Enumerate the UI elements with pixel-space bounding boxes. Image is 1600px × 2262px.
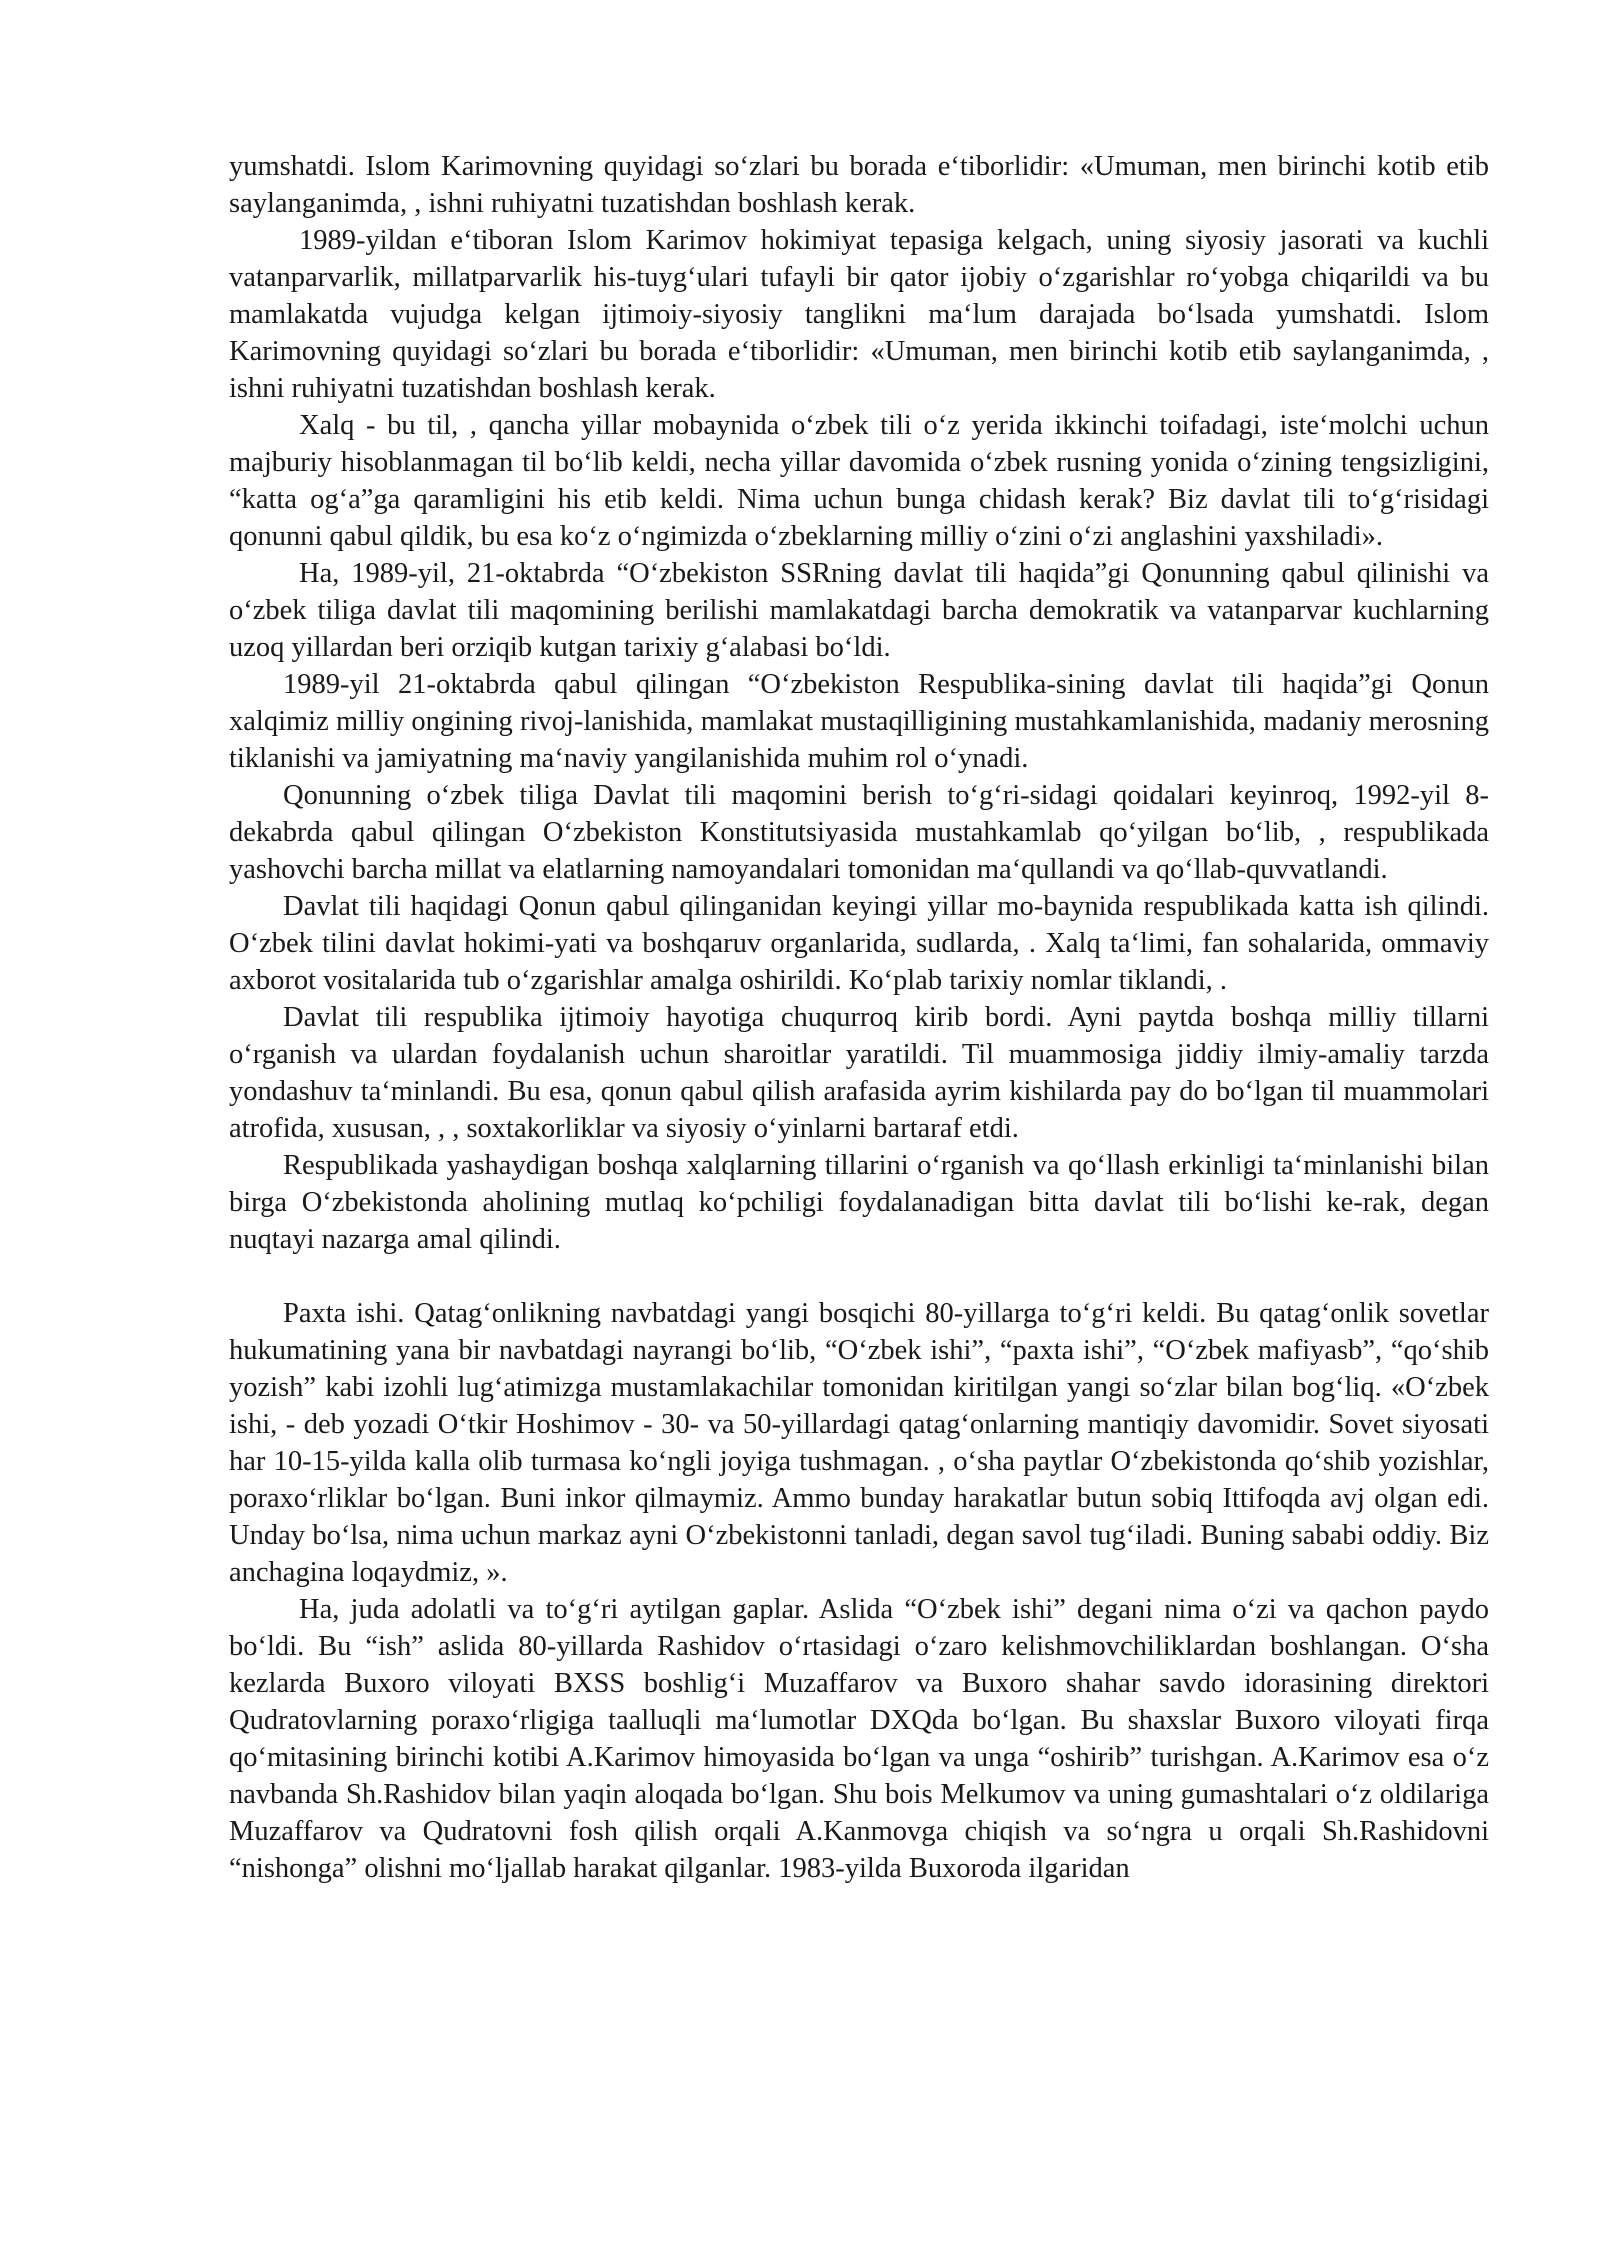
paragraph-6: Qonunning o‘zbek tiliga Davlat tili maqomini berish to‘g‘ri-sidagi qoidalari keyinroq, 1992-yil 8-dekabrda qabul qilingan O‘zbekiston Konstitutsiyasida mustahkamlab qo‘yilgan bo‘lib, , respublikada yashovchi barcha millat va elatlarning namoyandalari tomonidan ma‘qullandi va qo‘llab-quvvatlandi. — [229, 780, 1489, 885]
paragraph-5: 1989-yil 21-oktabrda qabul qilingan “O‘zbekiston Respublika-sining davlat tili haqida”gi Qonun xalqimiz milliy ongining rivoj-lanishida, mamlakat mustaqilligining mustahkamlanishida, madaniy merosning tiklanishi va jamiyatning ma‘naviy yangilanishida muhim rol o‘ynadi. — [229, 669, 1489, 774]
paragraph-spacer — [229, 1258, 1489, 1295]
paragraph-8: Davlat tili respublika ijtimoiy hayotiga chuqurroq kirib bordi. Ayni paytda boshqa milliy tillarni o‘rganish va ulardan foydalanish uchun sharoitlar yaratildi. Til muammosiga jiddiy ilmiy-amaliy tarzda yondashuv ta‘minlandi. Bu esa, qonun qabul qilish arafasida ayrim kishilarda pay do bo‘lgan til muammolari atrofida, xususan, , , soxtakorliklar va siyosiy o‘yinlarni bartaraf etdi. — [229, 1002, 1489, 1144]
paragraph-4: Ha, 1989-yil, 21-oktabrda “O‘zbekiston SSRning davlat tili haqida”gi Qonunning qabul qilinishi va o‘zbek tiliga davlat tili maqomining berilishi mamlakatdagi barcha demokratik va vatanparvar kuchlarning uzoq yillardan beri orziqib kutgan tarixiy g‘alabasi bo‘ldi. — [229, 558, 1489, 663]
paragraph-7: Davlat tili haqidagi Qonun qabul qilinganidan keyingi yillar mo-baynida respublikada katta ish qilindi. O‘zbek tilini davlat hokimi-yati va boshqaruv organlarida, sudlarda, . Xalq ta‘limi, fan sohalarida, ommaviy axborot vositalarida tub o‘zgarishlar amalga oshirildi. Ko‘plab tarixiy nomlar tiklandi, . — [229, 891, 1489, 996]
paragraph-2: 1989-yildan e‘tiboran Islom Karimov hokimiyat tepasiga kelgach, uning siyosiy jasorati va kuchli vatanparvarlik, millatparvarlik his-tuyg‘ulari tufayli bir qator ijobiy o‘zgarishlar ro‘yobga chiqarildi va bu mamlakatda vujudga kelgan ijtimoiy-siyosiy tanglikni ma‘lum darajada bo‘lsada yumshatdi. Islom Karimovning quyidagi so‘zlari bu borada e‘tiborlidir: «Umuman, men birinchi kotib etib saylanganimda, , ishni ruhiyatni tuzatishdan boshlash kerak. — [229, 225, 1489, 404]
paragraph-11: Ha, juda adolatli va to‘g‘ri aytilgan gaplar. Aslida “O‘zbek ishi” degani nima o‘zi va qachon paydo bo‘ldi. Bu “ish” aslida 80-yillarda Rashidov o‘rtasidagi o‘zaro kelishmovchiliklardan boshlangan. O‘sha kezlarda Buxoro viloyati BXSS boshlig‘i Muzaffarov va Buxoro shahar savdo idorasining direktori Qudratovlarning poraxo‘rligiga taalluqli ma‘lumotlar DXQda bo‘lgan. Bu shaxslar Buxoro viloyati firqa qo‘mitasining birinchi kotibi A.Karimov himoyasida bo‘lgan va unga “oshirib” turishgan. A.Karimov esa o‘z navbanda Sh.Rashidov bilan yaqin aloqada bo‘lgan. Shu bois Melkumov va uning gumashtalari o‘z oldilariga Muzaffarov va Qudratovni fosh qilish orqali A.Kanmovga chiqish va so‘ngra u orqali Sh.Rashidovni “nishonga” olishni mo‘ljallab harakat qilganlar. 1983-yilda Buxoroda ilgaridan — [229, 1594, 1489, 1884]
paragraph-1: yumshatdi. Islom Karimovning quyidagi so‘zlari bu borada e‘tiborlidir: «Umuman, men birinchi kotib etib saylanganimda, , ishni ruhiyatni tuzatishdan boshlash kerak. — [229, 151, 1489, 219]
document-page — [229, 148, 1489, 1887]
paragraph-10: Paxta ishi. Qatag‘onlikning navbatdagi yangi bosqichi 80-yillarga to‘g‘ri keldi. Bu qatag‘onlik sovetlar hukumatining yana bir navbatdagi nayrangi bo‘lib, “O‘zbek ishi”, “paxta ishi”, “O‘zbek mafiyasb”, “qo‘shib yozish” kabi izohli lug‘atimizga mustamlakachilar tomonidan kiritilgan yangi so‘zlar bilan bog‘liq. «O‘zbek ishi, - deb yozadi O‘tkir Hoshimov - 30- va 50-yillardagi qatag‘onlarning mantiqiy davomidir. Sovet siyosati har 10-15-yilda kalla olib turmasa ko‘ngli joyiga tushmagan. , o‘sha paytlar O‘zbekistonda qo‘shib yozishlar, poraxo‘rliklar bo‘lgan. Buni inkor qilmaymiz. Ammo bunday harakatlar butun sobiq Ittifoqda avj olgan edi. Unday bo‘lsa, nima uchun markaz ayni O‘zbekistonni tanladi, degan savol tug‘iladi. Buning sababi oddiy. Biz anchagina loqaydmiz, ». — [229, 1298, 1489, 1588]
paragraph-3: Xalq - bu til, , qancha yillar mobaynida o‘zbek tili o‘z yerida ikkinchi toifadagi, iste‘molchi uchun majburiy hisoblanmagan til bo‘lib keldi, necha yillar davomida o‘zbek rusning yonida o‘zining tengsizligini, “katta og‘a”ga qaramligini his etib keldi. Nima uchun bunga chidash kerak? Biz davlat tili to‘g‘risidagi qonunni qabul qildik, bu esa ko‘z o‘ngimizda o‘zbeklarning milliy o‘zini o‘zi anglashini yaxshiladi». — [229, 410, 1489, 552]
paragraph-9: Respublikada yashaydigan boshqa xalqlarning tillarini o‘rganish va qo‘llash erkinligi ta‘minlanishi bilan birga O‘zbekistonda aholining mutlaq ko‘pchiligi foydalanadigan bitta davlat tili bo‘lishi ke-rak, degan nuqtayi nazarga amal qilindi. — [229, 1150, 1489, 1255]
